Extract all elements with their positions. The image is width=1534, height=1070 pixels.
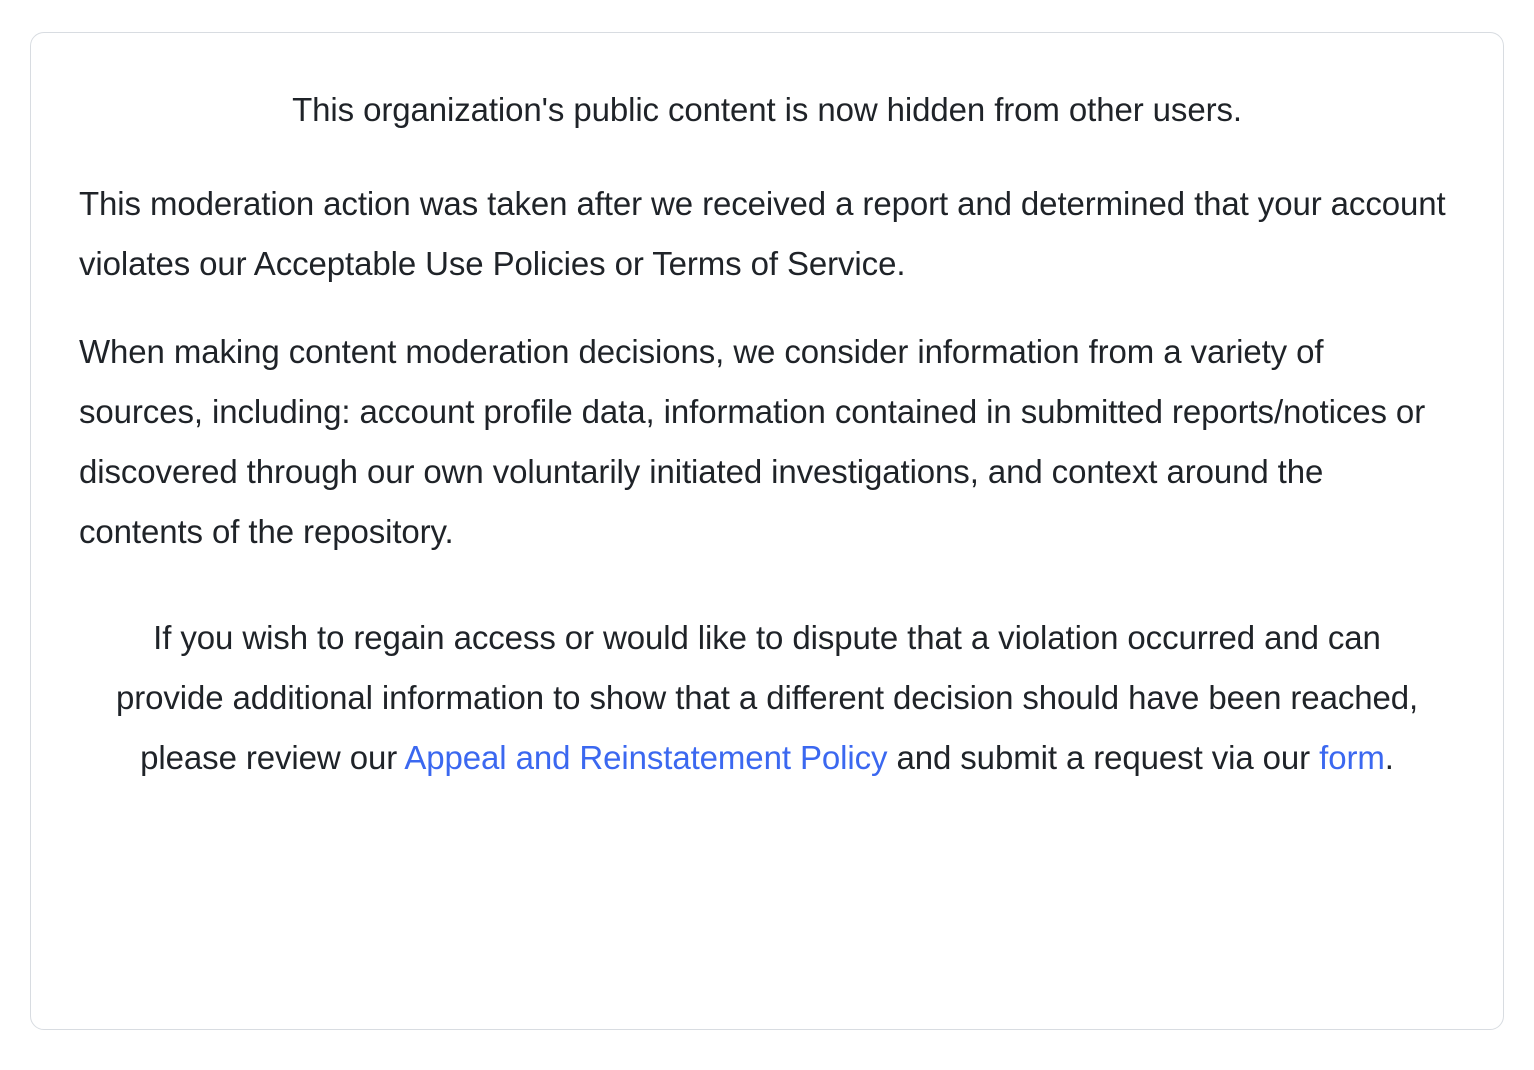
- appeal-text-after-link: .: [1384, 738, 1394, 776]
- appeal-text-before-link: If you wish to regain access or would like to dispute that a violation occurred and can provide additional information to show that a different decision should have been reached, please review our: [115, 618, 1419, 776]
- notice-paragraph-sources: When making content moderation decisions, we consider information from a variety of sources, including: account profile data, information contained in submitted reports/notices or discovered through our own voluntarily initiated investigations, and context around the contents of the repository.: [79, 332, 1426, 550]
- appeal-text-between-links: and submit a request via our: [887, 738, 1320, 776]
- moderation-notice-card: [30, 32, 1504, 1030]
- appeal-and-reinstatement-policy-link[interactable]: Appeal and Reinstatement Policy: [404, 738, 888, 776]
- notice-headline: This organization's public content is now hidden from other users.: [292, 91, 1242, 128]
- request-form-link[interactable]: form: [1319, 738, 1385, 776]
- notice-paragraph-reason: This moderation action was taken after we received a report and determined that your account violates our Acceptable Use Policies or Terms of Service.: [79, 184, 1446, 282]
- notice-paragraph-appeal: [79, 608, 1455, 788]
